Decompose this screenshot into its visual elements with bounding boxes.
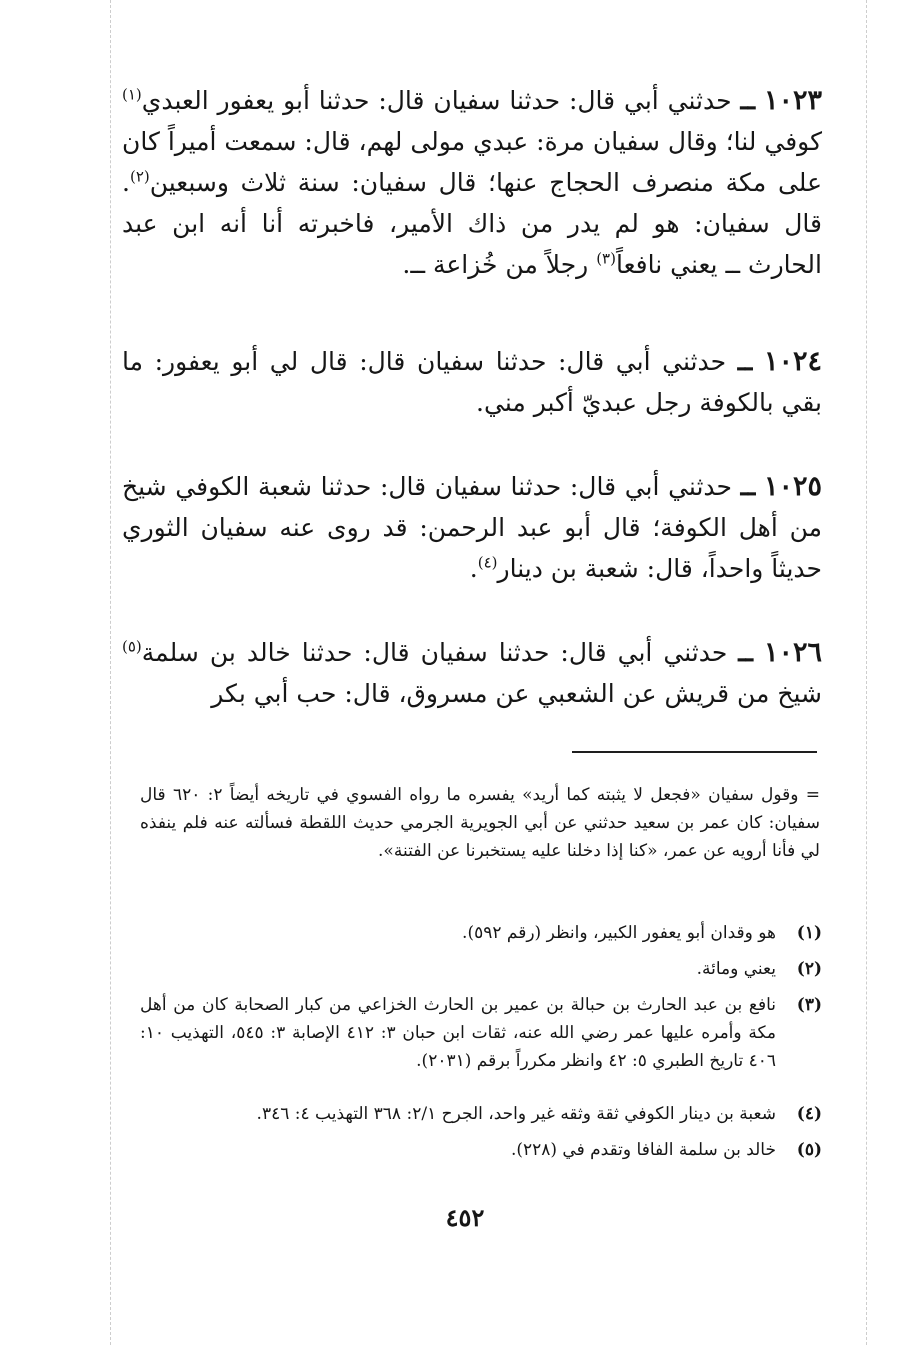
entry-number: ١٠٢٦	[763, 637, 822, 668]
footnote-number: (٢)	[796, 959, 822, 979]
entry-text: العبدي	[141, 86, 209, 115]
entry-text: شيخ من قريش عن الشعبي عن مسروق، قال: حب أبي بكر	[211, 679, 822, 708]
footnote-ref: (٢)	[129, 167, 150, 186]
entry-number: ١٠٢٣	[763, 85, 822, 116]
footnote-ref: (١)	[122, 85, 142, 104]
entry-number: ١٠٢٥	[763, 471, 822, 502]
footnote-text: خالد بن سلمة الفافا وتقدم في (٢٢٨).	[510, 1140, 776, 1160]
footnote-number: (٥)	[796, 1140, 822, 1160]
entry-text: سلمة	[141, 638, 199, 667]
entry-text: رجلاً من خُزاعة ــ.	[402, 250, 597, 279]
footnote-5	[140, 1136, 822, 1164]
footnote-2	[140, 955, 822, 983]
hadith-entry-1025	[122, 466, 822, 589]
entry-text: حدثني أبي قال: حدثنا سفيان قال: حدثنا خالد بن	[209, 638, 728, 667]
entry-dash: ــ	[737, 347, 753, 376]
footnote-text: هو وقدان أبو يعفور الكبير، وانظر (رقم ٥٩٢).	[462, 923, 776, 943]
entry-dash: ــ	[740, 472, 756, 501]
footnote-number: (٣)	[796, 995, 822, 1015]
hadith-entry-1023	[122, 80, 822, 285]
entry-number: ١٠٢٤	[763, 346, 822, 377]
hadith-entry-1024	[122, 341, 822, 423]
entry-text: حدثني أبي قال: حدثنا سفيان قال: حدثنا شعبة الكوفي شيخ من أهل الكوفة؛ قال أبو عبد الرحمن: قد روى عنه سفيان الثوري حديثاً واحداً، قال: شعبة بن دينار	[122, 472, 822, 583]
entry-text: . قال سفيان: هو لم يدر من ذاك الأمير، فاخبرته أنا أنه ابن عبد الحارث ــ يعني نافعاً	[122, 168, 822, 279]
footnote-4	[140, 1100, 822, 1128]
footnote-3	[140, 991, 822, 1075]
footnote-ref: (٣)	[596, 249, 616, 268]
entry-dash: ــ	[738, 638, 753, 667]
footnote-ref: (٥)	[122, 637, 142, 656]
footnote-number: (٤)	[796, 1104, 822, 1124]
entry-text: حدثني أبي قال: حدثنا سفيان قال: قال لي أبو يعفور: ما بقي بالكوفة رجل عبديّ أكبر مني.	[122, 347, 822, 417]
footnote-separator	[572, 751, 817, 753]
footnote-continuation: = وقول سفيان «فجعل لا يثبته كما أريد» يفسره ما رواه الفسوي في تاريخه أيضاً ٢: ٦٢٠ قال سفيان: كان عمر بن سعيد حدثني عن أبي الجويرية الجرمي حديث اللقطة فسألته عنه فلم ينفذه لي فأنا أرويه عن عمر، «كنا إذا دخلنا عليه يستخبرنا عن الفتنة».	[140, 785, 820, 861]
entry-dash: ــ	[740, 86, 756, 115]
footnote-ref: (٤)	[477, 553, 498, 572]
footnote-1	[140, 919, 822, 947]
entry-text: .	[469, 554, 478, 583]
footnote-text: شعبة بن دينار الكوفي ثقة وثقه غير واحد، الجرح ٢/١: ٣٦٨ التهذيب ٤: ٣٤٦.	[256, 1104, 776, 1124]
entry-text: حدثني أبي قال: حدثنا سفيان قال: حدثنا أبو يعفور	[217, 86, 732, 115]
hadith-entry-1026	[122, 632, 822, 714]
scan-bleed-line-left	[110, 0, 111, 1345]
page-number: ٤٥٢	[445, 1203, 485, 1232]
entry-text: كوفي لنا؛ وقال سفيان مرة: عبدي مولى لهم، قال: سمعت أميراً كان على مكة منصرف الحجاج عنها؛ قال سفيان: سنة ثلاث وسبعين	[122, 127, 822, 197]
footnote-text: يعني ومائة.	[696, 959, 776, 979]
scan-bleed-line-right	[866, 0, 867, 1345]
footnote-number: (١)	[796, 923, 822, 943]
footnote-text: نافع بن عبد الحارث بن حبالة بن عمير بن الحارث الخزاعي من كبار الصحابة كان من أهل مكة وأمره عليها عمر رضي الله عنه، ثقات ابن حبان ٣: ٤١٢ الإصابة ٣: ٥٤٥، التهذيب ١٠: ٤٠٦ تاريخ الطبري ٥: ٤٢ وانظر مكرراً برقم (٢٠٣١).	[140, 995, 776, 1071]
